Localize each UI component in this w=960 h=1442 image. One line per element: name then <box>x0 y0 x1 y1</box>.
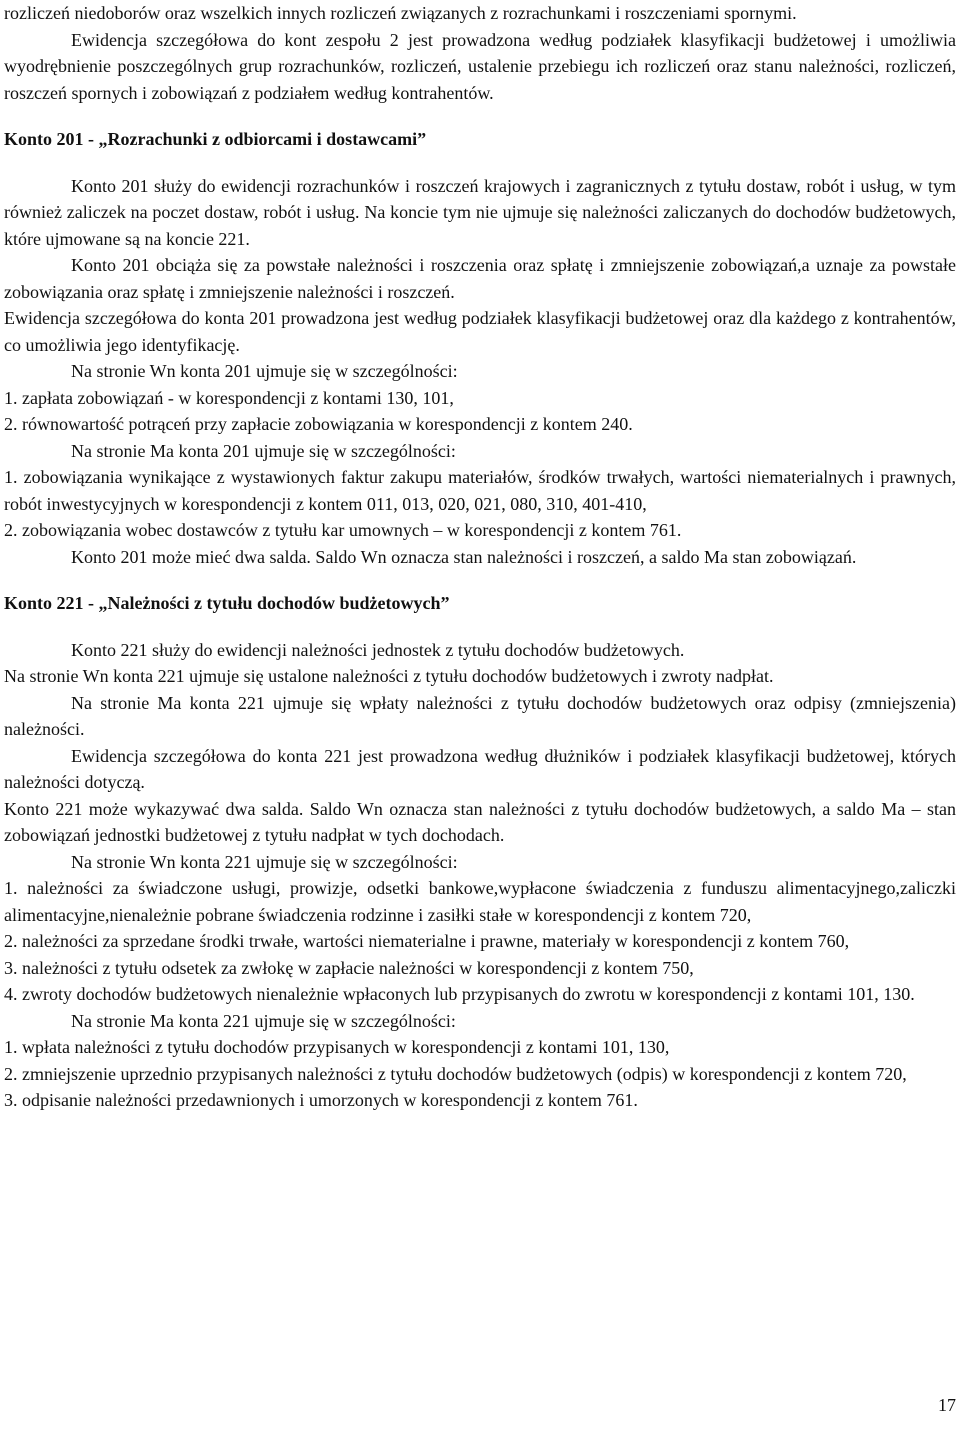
paragraph-konto-221-ma: Na stronie Ma konta 221 ujmuje się wpłaty należności z tytułu dochodów budżetowych oraz odpisy (zmniejszenia) należności. <box>4 692 956 739</box>
page-number: 17 <box>938 1395 956 1415</box>
paragraph-konto-221-saldo: Konto 221 może wykazywać dwa salda. Saldo Wn oznacza stan należności z tytułu dochodów budżetowych, a saldo Ma – stan zobowiązań jednostki budżetowej z tytułu nadpłat w tych dochodach. <box>4 798 956 845</box>
konto-221-wn-item: 1. należności za świadczone usługi, prowizje, odsetki bankowe,wypłacone świadczenia z funduszu alimentacyjnego,zaliczki alimentacyjne,nienależnie pobrane świadczenia rodzinne i zasiłki stałe w korespondencji z kontem 720, <box>4 878 956 925</box>
paragraph-konto-201-obciaza: Konto 201 obciąża się za powstałe należności i roszczenia oraz spłatę i zmniejszenie zobowiązań,a uznaje za powstałe zobowiązania oraz spłatę i zmniejszenie należności i roszczeń. <box>4 255 956 302</box>
paragraph-konto-201-definition: Konto 201 służy do ewidencji rozrachunków i roszczeń krajowych i zagranicznych z tytułu dostaw, robót i usług, w tym również zaliczek na poczet dostaw, robót i usług. Na koncie tym nie ujmuje się należności zaliczanych do dochodów budżetowych, które ujmowane są na koncie 221. <box>4 175 956 249</box>
konto-201-ma-item: 2. zobowiązania wobec dostawców z tytułu kar umownych – w korespondencji z kontem 761. <box>4 520 682 540</box>
konto-221-ma-item: 3. odpisanie należności przedawnionych i umorzonych w korespondencji z kontem 761. <box>4 1090 638 1110</box>
paragraph-konto-221-ewidencja: Ewidencja szczegółowa do konta 221 jest prowadzona według dłużników i podziałek klasyfikacji budżetowej, których należności dotyczą. <box>4 745 956 792</box>
konto-221-ma-heading: Na stronie Ma konta 221 ujmuje się w szczególności: <box>71 1010 456 1031</box>
konto-201-wn-item: 1. zapłata zobowiązań - w korespondencji z kontami 130, 101, <box>4 387 454 408</box>
konto-221-wn-item: 2. należności za sprzedane środki trwałe, wartości niematerialne i prawne, materiały w korespondencji z kontem 760, <box>4 931 850 951</box>
konto-201-ma-heading: Na stronie Ma konta 201 ujmuje się w szczególności: <box>71 440 456 461</box>
heading-konto-221: Konto 221 - „Należności z tytułu dochodów budżetowych” <box>4 593 450 613</box>
konto-221-wn-item: 3. należności z tytułu odsetek za zwłokę w zapłacie należności w korespondencji z kontem 750, <box>4 957 694 978</box>
paragraph-konto-201-ewidencja: Ewidencja szczegółowa do konta 201 prowadzona jest według podziałek klasyfikacji budżetowej oraz dla każdego z kontrahentów, co umożliwia jego identyfikację. <box>4 308 956 355</box>
konto-201-wn-item: 2. równowartość potrąceń przy zapłacie zobowiązania w korespondencji z kontem 240. <box>4 414 633 434</box>
paragraph-ewidencja-zespol-2: Ewidencja szczegółowa do kont zespołu 2 jest prowadzona według podziałek klasyfikacji budżetowej i umożliwia wyodrębnienie poszczególnych grup rozrachunków, rozliczeń, ustalenie przebiegu ich rozliczeń oraz stanu należności, rozliczeń, roszczeń spornych i zobowiązań z podziałem według kontrahentów. <box>4 29 956 103</box>
konto-221-wn-heading: Na stronie Wn konta 221 ujmuje się w szczególności: <box>71 851 458 872</box>
konto-221-ma-item: 2. zmniejszenie uprzednio przypisanych należności z tytułu dochodów budżetowych (odpis) w korespondencji z kontem 720, <box>4 1063 907 1084</box>
heading-konto-201: Konto 201 - „Rozrachunki z odbiorcami i dostawcami” <box>4 129 427 149</box>
konto-201-wn-heading: Na stronie Wn konta 201 ujmuje się w szczególności: <box>71 361 458 381</box>
paragraph-konto-221-definition: Konto 221 służy do ewidencji należności jednostek z tytułu dochodów budżetowych. <box>71 639 685 660</box>
konto-221-ma-item: 1. wpłata należności z tytułu dochodów przypisanych w korespondencji z kontami 101, 130, <box>4 1037 670 1057</box>
paragraph-konto-201-saldo: Konto 201 może mieć dwa salda. Saldo Wn oznacza stan należności i roszczeń, a saldo Ma stan zobowiązań. <box>71 546 857 567</box>
paragraph-konto-221-wn: Na stronie Wn konta 221 ujmuje się ustalone należności z tytułu dochodów budżetowych i zwroty nadpłat. <box>4 666 774 686</box>
konto-201-ma-item: 1. zobowiązania wynikające z wystawionych faktur zakupu materiałów, środków trwałych, wartości niematerialnych i prawnych, robót inwestycyjnych w korespondencji z kontem 011, 013, 020, 021, 080, 310, 401-410, <box>4 467 956 514</box>
paragraph-continuation: rozliczeń niedoborów oraz wszelkich innych rozliczeń związanych z rozrachunkami i roszczeniami spornymi. <box>4 3 797 23</box>
konto-221-wn-item: 4. zwroty dochodów budżetowych nienależnie wpłaconych lub przypisanych do zwrotu w korespondencji z kontami 101, 130. <box>4 984 915 1004</box>
